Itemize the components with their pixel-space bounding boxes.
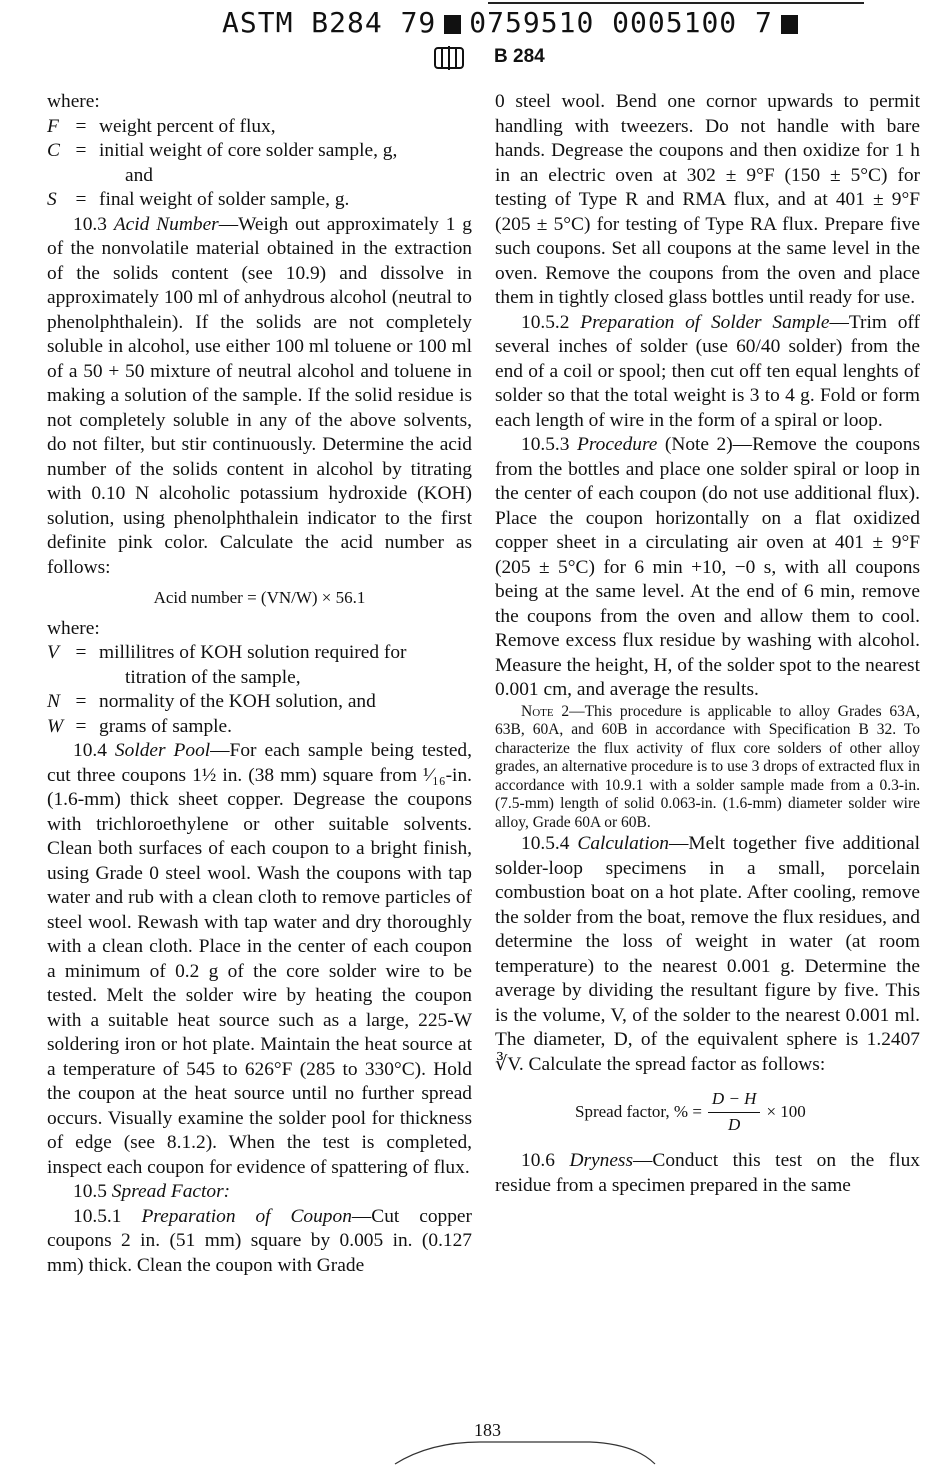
definition-symbol: S xyxy=(47,189,57,210)
definition-item xyxy=(47,188,472,213)
section-number: 10.5.1 xyxy=(73,1205,122,1227)
top-rule xyxy=(488,2,864,4)
definition-equals: = xyxy=(75,189,87,210)
section-10-4 xyxy=(47,739,472,1180)
definition-equals: = xyxy=(75,715,87,737)
section-body: —Trim off several inches of solder (use 60/40 solder) from the end of a coil or spool; then cut off ten equal lenghts of solder so that the total weight is 3 to 4 g. Fold or form each length of wire in the form of a spiral or loop. xyxy=(495,311,920,431)
formula-denominator: D xyxy=(728,1114,741,1134)
definition-text: weight percent of flux, xyxy=(99,115,276,137)
section-10-5-4 xyxy=(495,832,920,1077)
header-code xyxy=(222,6,842,46)
definition-item xyxy=(47,641,472,690)
section-title: Preparation of Solder Sample xyxy=(580,311,830,333)
section-title: Procedure xyxy=(576,434,658,455)
definition-item xyxy=(47,139,472,188)
formula-label: Spread factor, % = xyxy=(575,1101,702,1121)
definition-text-wrap xyxy=(95,139,472,188)
section-number: 10.6 xyxy=(521,1150,555,1171)
definition-item xyxy=(47,715,472,740)
definition-symbol: C xyxy=(47,140,60,161)
left-column xyxy=(47,90,472,1278)
definition-equals: = xyxy=(75,691,87,712)
formula-fraction xyxy=(708,1087,761,1137)
section-body: —For each sample being tested, cut three coupons 1½ in. (38 mm) square from ¹⁄₁₆-in. (1.6-mm) thick sheet copper. Degrease the coupons with trichloroethylene or other suitable solvents. Clean both surfaces of each coupon to a bright finish, using Grade 0 steel wool. Wash the coupons with tap water and rub with a clean cloth to remove particles of steel wool. Rewash with tap water and dry thoroughly with a clean cloth. Place in the center of each coupon a minimum of 0.2 g of the core solder wire to be tested. Melt the solder wire by heating the coupon with a suitable heat source such as a large, 225-W soldering iron or hot plate. Maintain the heat source at a temperature of 545 to 626°F (285 to 330°C). Hold the coupon at the heat source until no further spread occurs. Visually examine the solder pool for thickness of edge (see 8.1.2). When the test is completed, inspect each coupon for evidence of spattering of flux. xyxy=(47,740,472,1178)
section-number: 10.5.4 xyxy=(521,833,570,854)
where-label: where: xyxy=(47,617,100,639)
section-number: 10.4 xyxy=(73,740,107,761)
section-number: 10.5.2 xyxy=(521,311,570,333)
definition-list xyxy=(47,641,472,739)
section-number: 10.5 xyxy=(73,1181,107,1202)
section-title: Preparation of Coupon xyxy=(141,1205,352,1227)
header-code-right: 0759510 0005100 7 xyxy=(469,6,773,39)
formula-tail: × 100 xyxy=(766,1101,806,1121)
section-title: Spread Factor: xyxy=(111,1181,231,1202)
where-label: where: xyxy=(47,91,100,112)
section-10-3 xyxy=(47,213,472,581)
definition-text: millilitres of KOH solution required for xyxy=(99,642,407,663)
definition-item xyxy=(47,115,472,140)
definition-text-cont: and xyxy=(125,164,153,186)
formula-numerator: D − H xyxy=(708,1087,761,1113)
note-label: Note 2 xyxy=(521,702,570,720)
definition-text: final weight of solder sample, g. xyxy=(99,189,350,210)
section-body: —Cut copper coupons 2 in. (51 mm) square by 0.005 in. (0.127 mm) thick. Clean the coupon with Grade xyxy=(47,1205,472,1276)
section-10-5 xyxy=(47,1180,472,1205)
definition-item xyxy=(47,690,472,715)
section-body: —Conduct this test on the flux residue from a specimen prepared in the same xyxy=(495,1150,920,1196)
page-number: 183 xyxy=(474,1420,501,1440)
definition-symbol: V xyxy=(47,642,59,663)
definition-equals: = xyxy=(75,115,87,137)
section-number: 10.5.3 xyxy=(521,434,570,455)
definition-text-cont: titration of the sample, xyxy=(125,666,301,688)
section-10-5-3 xyxy=(495,433,920,703)
section-10-5-1 xyxy=(47,1205,472,1279)
note-2 xyxy=(495,703,920,833)
spread-factor-formula xyxy=(575,1087,920,1137)
right-column xyxy=(495,90,920,1198)
section-number: 10.3 xyxy=(73,213,107,235)
section-10-5-2 xyxy=(495,311,920,434)
section-body: (Note 2)—Remove the coupons from the bottles and place one solder spiral or loop in the center of each coupon (do not use additional flux). Place the coupon horizontally on a flat oxidized copper sheet in a circulating air oven at 401 ± 9°F (205 ± 5°C) for 6 min +10, −0 s, with all coupons being at the same level. At the end of 6 min, remove the coupons from the oven and allow them to cool. Remove excess flux residue by washing with alcohol. Measure the height, H, of the solder spot to the nearest 0.001 cm, and average the results. xyxy=(495,434,920,700)
standard-designation: B 284 xyxy=(494,46,545,67)
definition-text: initial weight of core solder sample, g, xyxy=(99,140,398,161)
section-10-5-1-continued: 0 steel wool. Bend one cornor upwards to permit handling with tweezers. Do not handle with bare hands. Degrease the coupons and then oxidize for 1 h in an electric oven at 302 ± 9°F (150 ± 5°C) for testing of Type R and RMA flux, and at 401 ± 9°F (205 ± 5°C) for testing of Type RA flux. Prepare five such coupons. Set all coupons at the same level in the oven. Remove the coupons from the oven and place them in tightly closed glass bottles until ready for use. xyxy=(495,91,920,308)
note-body: —This procedure is applicable to alloy Grades 63A, 63B, 60A, and 60B in accordance with Specification B 32. To characterize the flux activity of flux core solders of other alloy grades, an alternative procedure is to use 3 drops of extracted flux in accordance with 10.9.1 with a solder sample made from a 0.3-in. (7.5-mm) length of solid 0.063-in. (1.6-mm) diameter solder wire alloy, Grade 60A or 60B. xyxy=(495,702,920,831)
section-body: —Melt together five additional solder-loop specimens in a small, porcelain combustion boat on a hot plate. After cooling, remove the solder from the boat, remove the flux residues, and determine the loss of weight in water (at room temperature) to the nearest 0.001 g. Determine the average by dividing the resultant figure by five. This is the volume, V, of the solder to the nearest 0.001 ml. The diameter, D, of the equivalent sphere is 1.2407 ∛V. Calculate the spread factor as follows: xyxy=(495,833,920,1075)
footer-ornament xyxy=(390,1428,660,1468)
section-10-6 xyxy=(495,1149,920,1198)
definition-equals: = xyxy=(75,140,87,161)
section-title: Solder Pool xyxy=(114,740,211,761)
acid-number-formula: Acid number = (VN/W) × 56.1 xyxy=(153,588,366,607)
definition-list xyxy=(47,115,472,213)
definition-symbol: N xyxy=(47,691,60,712)
definition-symbol: F xyxy=(47,115,59,137)
section-title: Dryness xyxy=(569,1150,634,1171)
definition-text: normality of the KOH solution, and xyxy=(99,691,376,712)
header-code-left: ASTM B284 79 xyxy=(222,6,437,39)
astm-logo-icon xyxy=(434,44,464,72)
header-block-mark xyxy=(781,15,798,34)
definition-equals: = xyxy=(75,642,87,663)
definition-symbol: W xyxy=(47,715,64,737)
section-title: Acid Number xyxy=(113,213,219,235)
header-block-mark xyxy=(444,15,461,34)
definition-text-wrap xyxy=(95,641,472,690)
definition-text: grams of sample. xyxy=(99,715,233,737)
section-title: Calculation xyxy=(577,833,669,854)
section-body: —Weigh out approximately 1 g of the nonvolatile material obtained in the extraction of the solids content (see 10.9) and dissolve in approximately 100 ml of anhydrous alcohol (neutral to phenolphthalein). If the solids are not completely soluble in alcohol, use either 100 ml toluene or 100 ml of a 50 + 50 mixture of neutral alcohol and toluene in making a solution of the sample. If the solid residue is not completely soluble in any of the above solvents, do not filter, but stir continuously. Determine the acid number of the solids content in alcohol by titrating with 0.10 N alcoholic potassium hydroxide (KOH) solution, using phenolphthalein indicator to the first definite pink color. Calculate the acid number as follows: xyxy=(47,213,472,578)
